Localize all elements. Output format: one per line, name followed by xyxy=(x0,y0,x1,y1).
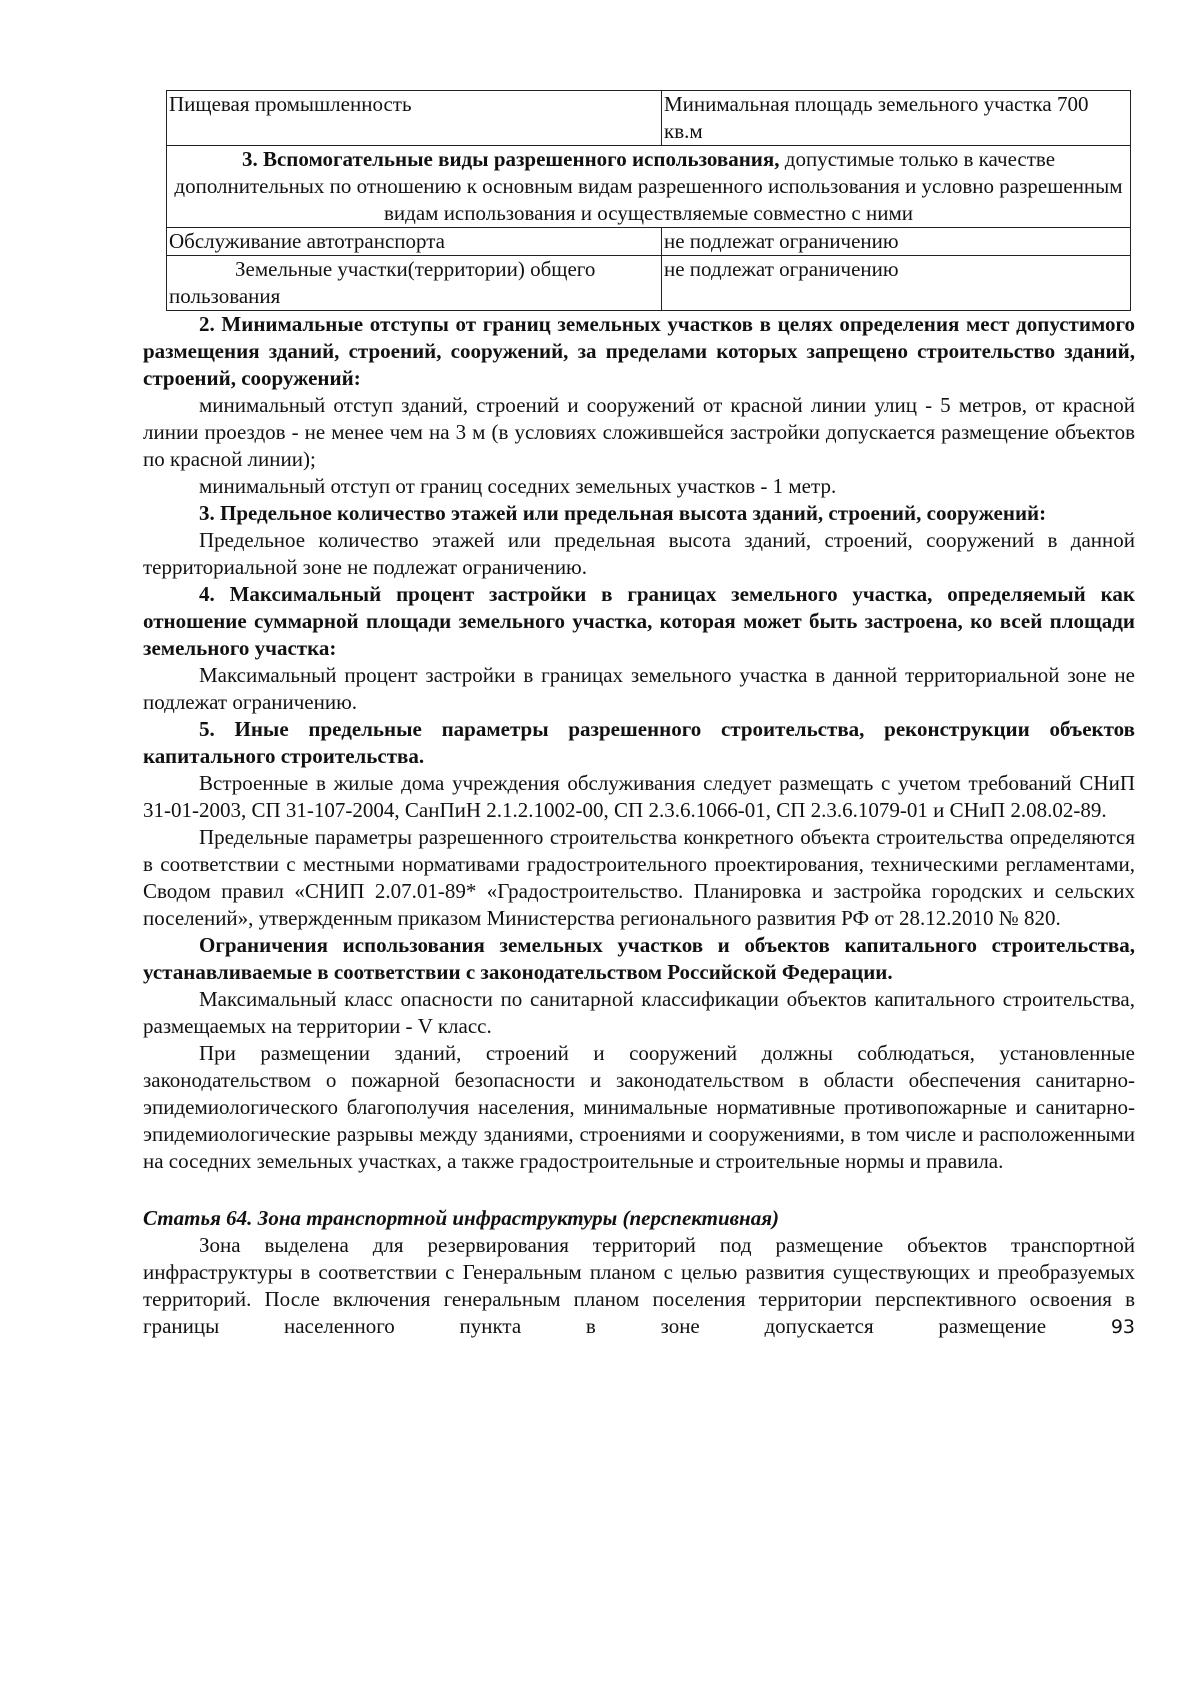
article-body-text: Зона выделена для резервирования территорий под размещение объектов транспортной инфраструктуры в соответствии с Генеральным планом с целью развития существующих и преобразуемых территорий. После включения генеральным планом поселения территории перспективного освоения в границы населенного пункта в зоне допускается размещение xyxy=(143,1233,1135,1338)
restrictions-paragraph: Максимальный класс опасности по санитарной классификации объектов капитального строительства, размещаемых на территории - V класс. xyxy=(143,987,1135,1038)
section-2-paragraph: минимальный отступ от границ соседних земельных участков - 1 метр. xyxy=(199,474,837,498)
section-5-heading: 5. Иные предельные параметры разрешенного строительства, реконструкции объектов капитального строительства. xyxy=(143,717,1135,768)
table-cell-parameter: не подлежат ограничению xyxy=(662,228,1131,256)
section-4-paragraph: Максимальный процент застройки в границах земельного участка в данной территориальной зоне не подлежат ограничению. xyxy=(143,663,1135,714)
table-cell-parameter: Минимальная площадь земельного участка 700 кв.м xyxy=(662,91,1131,146)
section-5-paragraph: Предельные параметры разрешенного строительства конкретного объекта строительства определяются в соответствии с местными нормативами градостроительного проектирования, техническими регламентами, Сводом правил «СНИП 2.07.01-89* «Градостроительство. Планировка и застройка городских и сельских поселений», утвержденным приказом Министерства регионального развития РФ от 28.12.2010 № 820. xyxy=(143,825,1135,930)
table-cell-parameter: не подлежат ограничению xyxy=(662,256,1131,311)
section-4-heading: 4. Максимальный процент застройки в границах земельного участка, определяемый как отношение суммарной площади земельного участка, которая может быть застроена, ко всей площади земельного участка: xyxy=(143,582,1135,660)
auxiliary-uses-description: допустимые только в качестве дополнительных по отношению к основным видам разрешенного использования и условно разрешенным видам использования и осуществляемые совместно с ними xyxy=(174,147,1123,225)
restrictions-heading: Ограничения использования земельных участков и объектов капитального строительства, устанавливаемые в соответствии с законодательством Российской Федерации. xyxy=(143,933,1135,984)
table-cell-use-type: Земельные участки(территории) общего пользования xyxy=(167,256,662,311)
restrictions-paragraph: При размещении зданий, строений и сооружений должны соблюдаться, установленные законодательством о пожарной безопасности и законодательством в области обеспечения санитарно-эпидемиологического благополучия населения, минимальные нормативные противопожарные и санитарно-эпидемиологические разрывы между зданиями, строениями и сооружениями, в том числе и расположенными на соседних земельных участках, а также градостроительные и строительные нормы и правила. xyxy=(143,1041,1135,1173)
article-body xyxy=(143,1232,1135,1341)
section-3-heading: 3. Предельное количество этажей или предельная высота зданий, строений, сооружений: xyxy=(199,501,1047,525)
section-3-paragraph: Предельное количество этажей или предельная высота зданий, строений, сооружений в данной территориальной зоне не подлежат ограничению. xyxy=(143,528,1135,579)
section-5-paragraph: Встроенные в жилые дома учреждения обслуживания следует размещать с учетом требований СНиП 31-01-2003, СП 31-107-2004, СанПиН 2.1.2.1002-00, СП 2.3.6.1066-01, СП 2.3.6.1079-01 и СНиП 2.08.02-89. xyxy=(143,771,1135,822)
table-cell-use-type: Пищевая промышленность xyxy=(167,91,662,146)
table-cell-auxiliary-uses xyxy=(167,146,1131,228)
table-row xyxy=(167,228,1131,256)
table-row-merged xyxy=(167,146,1131,228)
table-row xyxy=(167,256,1131,311)
table-row xyxy=(167,91,1131,146)
section-2-paragraph: минимальный отступ зданий, строений и сооружений от красной линии улиц - 5 метров, от красной линии проездов - не менее чем на 3 м (в условиях сложившейся застройки допускается размещение объектов по красной линии); xyxy=(143,393,1135,471)
auxiliary-uses-heading: 3. Вспомогательные виды разрешенного использования, xyxy=(241,147,780,171)
article-title: Статья 64. Зона транспортной инфраструктуры (перспективная) xyxy=(143,1206,780,1230)
section-2-heading: 2. Минимальные отступы от границ земельных участков в целях определения мест допустимого размещения зданий, строений, сооружений, за пределами которых запрещено строительство зданий, строений, сооружений: xyxy=(143,312,1135,390)
page-content xyxy=(143,90,1135,1341)
table-cell-use-type: Обслуживание автотранспорта xyxy=(167,228,662,256)
spacer xyxy=(143,1175,1135,1205)
page-number: 93 xyxy=(1110,1316,1135,1338)
zoning-table xyxy=(166,90,1131,311)
